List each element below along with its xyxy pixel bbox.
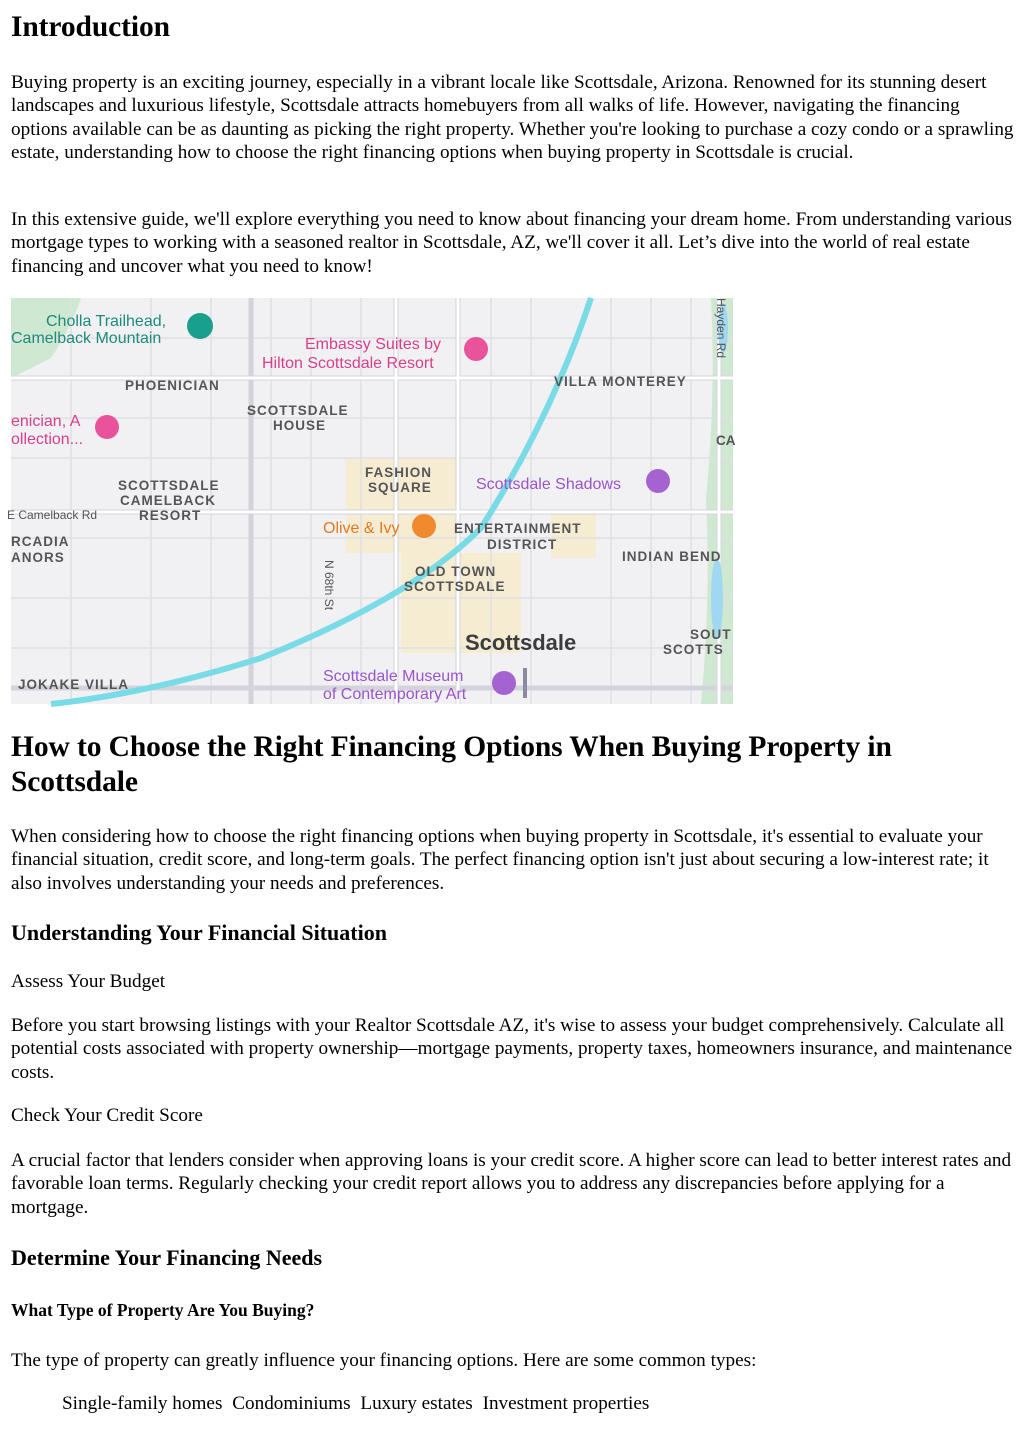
map-label-fashion-square: FASHION (365, 465, 433, 480)
map-label-cholla-2: Camelback Mountain (11, 330, 162, 347)
section-paragraph: When considering how to choose the right financing options when buying property in Scottsdale, it's essential to evaluate your financial situation, credit score, and long-term goals. The perfect financing option isn't just about securing a low-interest rate; it also involves understanding your needs and preferences. (11, 826, 989, 894)
map-label-scottsdale: Scottsdale (465, 630, 577, 655)
credit-title: Check Your Credit Score (11, 1105, 203, 1126)
museum-pin-icon (492, 671, 516, 695)
map-label-phoenician-collection-2: ollection... (11, 431, 84, 448)
map-label-entertainment-2: DISTRICT (487, 537, 558, 552)
scottsdale-map-image (7, 298, 736, 704)
map-label-camelback-rd: E Camelback Rd (7, 508, 98, 522)
list-item: Condominiums (232, 1393, 351, 1414)
list-item: Single-family homes (62, 1393, 223, 1414)
financial-heading: Understanding Your Financial Situation (11, 920, 387, 945)
map-label-camelback-resort-2: CAMELBACK (120, 493, 216, 508)
restaurant-pin-icon (412, 514, 436, 538)
map-label-museum: Scottsdale Museum (323, 668, 464, 685)
landmark-pin-icon (646, 469, 670, 493)
map-label-south-2: SCOTTS (663, 642, 724, 657)
map-label-cholla: Cholla Trailhead, (46, 313, 167, 330)
map-label-camelback-resort: SCOTTSDALE (118, 478, 220, 493)
map-label-scottsdale-house: SCOTTSDALE (247, 403, 349, 418)
map-label-camelback-resort-3: RESORT (139, 508, 202, 523)
map-label-arcadia: RCADIA (11, 534, 70, 549)
map-label-scottsdale-house-2: HOUSE (273, 418, 327, 433)
map-label-scottsdale-shadows: Scottsdale Shadows (476, 476, 621, 493)
needs-text: The type of property can greatly influence your financing options. Here are some common types: (11, 1350, 757, 1371)
map-label-phoenician: PHOENICIAN (125, 378, 220, 393)
map-label-entertainment: ENTERTAINMENT (454, 521, 582, 536)
hotel-pin-icon (95, 415, 119, 439)
map-label-old-town-2: SCOTTSDALE (404, 579, 506, 594)
park-pin-icon (187, 313, 213, 339)
map-label-embassy: Embassy Suites by (305, 336, 442, 353)
intro-paragraph-2: In this extensive guide, we'll explore everything you need to know about financing your dream home. From understanding various mortgage types to working with a seasoned realtor in Scottsdale, AZ, we'll cover it all. Let’s dive into the world of real estate financing and uncover what you need to know! (11, 209, 1012, 277)
intro-heading: Introduction (11, 11, 170, 43)
budget-title: Assess Your Budget (11, 971, 166, 992)
map-label-old-town: OLD TOWN (415, 564, 497, 579)
intro-paragraph-1: Buying property is an exciting journey, especially in a vibrant locale like Scottsdale, Arizona. Renowned for its stunning desert landscapes and luxurious lifestyle, Scottsdale attracts homebuyers from all walks of life. However, navigating the financing options available can be as daunting as picking the right property. Whether you're looking to purchase a cozy condo or a sprawling estate, understanding how to choose the right financing options when buying property in Scottsdale is crucial. (11, 72, 1014, 163)
budget-text: Before you start browsing listings with your Realtor Scottsdale AZ, it's wise to assess your budget comprehensively. Calculate all potential costs associated with property ownership—mortgage payments, property taxes, homeowners insurance, and maintenance costs. (11, 1015, 1013, 1083)
map-label-villa-monterey: VILLA MONTEREY (554, 374, 687, 389)
map-label-n68th: N 68th St (322, 560, 336, 611)
needs-subheading: What Type of Property Are You Buying? (11, 1300, 315, 1320)
map-label-olive-ivy: Olive & Ivy (323, 520, 400, 537)
map-label-fashion-square-2: SQUARE (368, 480, 432, 495)
list-item: Investment properties (482, 1393, 650, 1414)
section-heading: How to Choose the Right Financing Options When Buying Property in Scottsdale (11, 731, 892, 798)
list-item: Luxury estates (360, 1393, 473, 1414)
map-label-jokake-villa: JOKAKE VILLA (18, 677, 130, 692)
map-label-hayden: Hayden Rd (714, 298, 728, 359)
hotel-pin-icon (464, 337, 488, 361)
map-label-south: SOUT (690, 627, 732, 642)
credit-text: A crucial factor that lenders consider when approving loans is your credit score. A higher score can lead to better interest rates and favorable loan terms. Regularly checking your credit report allows you to address any discrepancies before applying for a mortgage. (11, 1150, 1012, 1218)
map-label-embassy-2: Hilton Scottsdale Resort (262, 355, 434, 372)
map-label-arcadia-2: ANORS (11, 550, 65, 565)
property-types-list (62, 1392, 654, 1415)
map-label-indian-bend: INDIAN BEND (622, 549, 722, 564)
map-label-phoenician-collection: enician, A (11, 413, 81, 430)
map-label-ca: CA (716, 433, 736, 448)
map-label-museum-2: of Contemporary Art (323, 686, 467, 703)
needs-heading: Determine Your Financing Needs (11, 1245, 323, 1270)
